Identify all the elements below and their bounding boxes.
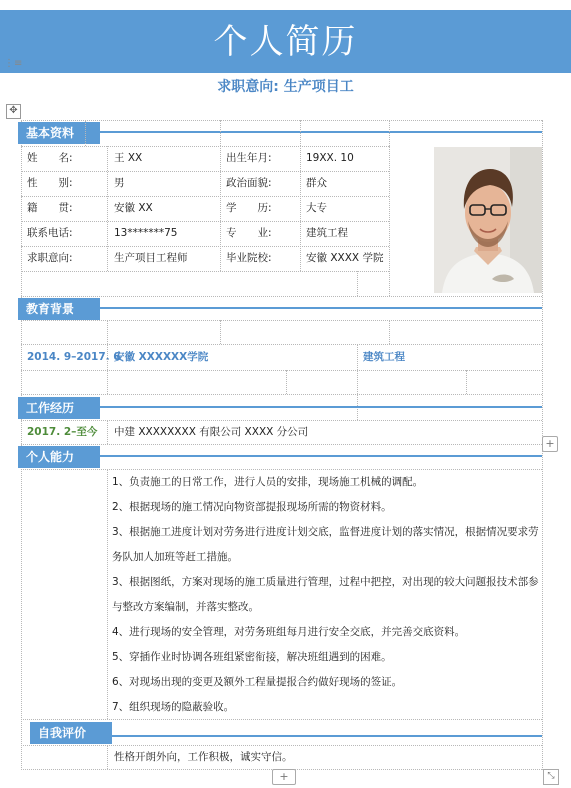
education-major: 建筑工程 — [363, 351, 405, 363]
work-company: 中建 XXXXXXXX 有限公司 XXXX 分公司 — [114, 426, 309, 438]
ability-item: 2、根据现场的施工情况向物资部提报现场所需的物资材料。 — [112, 501, 392, 513]
section-work: 工作经历 — [18, 397, 100, 419]
grid-line — [21, 171, 389, 172]
section-education-line — [96, 307, 542, 309]
grid-line — [85, 120, 86, 146]
label-major: 专 业: — [226, 227, 272, 239]
label-school: 毕业院校: — [226, 252, 272, 264]
grid-line — [107, 420, 108, 444]
education-period: 2014. 9–2017. 6 — [27, 351, 121, 363]
section-ability: 个人能力 — [18, 446, 100, 468]
grid-line — [389, 146, 390, 296]
grid-line — [300, 146, 301, 271]
work-period: 2017. 2–至今 — [27, 426, 98, 438]
profile-photo — [434, 147, 542, 293]
grid-line — [107, 370, 108, 394]
label-gender: 性 别: — [27, 177, 73, 189]
value-intent: 生产项目工程师 — [114, 252, 188, 264]
value-hometown: 安徽 XX — [114, 202, 153, 214]
ability-item: 6、对现场出现的变更及额外工程量提报合约做好现场的签证。 — [112, 676, 403, 688]
ability-item: 1、负责施工的日常工作，进行人员的安排，现场施工机械的调配。 — [112, 476, 424, 488]
grid-line — [389, 320, 390, 344]
grid-line — [107, 146, 108, 271]
ability-item: 3、根据施工进度计划对劳务进行进度计划交底，监督进度计划的落实情况，根据情况要求劳务队加人加班等赶工措施。 — [112, 526, 539, 563]
table-move-handle-icon[interactable]: ✥ — [6, 104, 21, 119]
ability-list — [112, 470, 542, 720]
grid-line — [107, 320, 108, 344]
grid-line — [21, 196, 389, 197]
ability-item: 5、穿插作业时协调各班组紧密衔接，解决班组遇到的困难。 — [112, 651, 392, 663]
section-education: 教育背景 — [18, 298, 100, 320]
label-phone: 联系电话: — [27, 227, 73, 239]
label-birth: 出生年月: — [226, 152, 272, 164]
value-name: 王 XX — [114, 152, 143, 164]
grid-line — [220, 146, 221, 271]
grid-line — [220, 320, 221, 344]
label-degree: 学 历: — [226, 202, 272, 214]
grid-line — [286, 370, 287, 394]
grid-line — [21, 444, 542, 445]
value-major: 建筑工程 — [306, 227, 348, 239]
section-work-line — [96, 406, 542, 408]
label-hometown: 籍 贯: — [27, 202, 73, 214]
ability-item: 3、根据图纸，方案对现场的施工质量进行管理，过程中把控，对出现的较大问题报技术部参与整改方案编制，并落实整改。 — [112, 576, 539, 613]
value-gender: 男 — [114, 177, 125, 189]
section-self-line — [106, 735, 542, 737]
job-objective: 求职意向: 生产项目工 — [217, 79, 354, 95]
grid-line — [300, 120, 301, 146]
self-evaluation-text: 性格开朗外向，工作积极，诚实守信。 — [114, 751, 293, 763]
value-school: 安徽 XXXX 学院 — [306, 252, 384, 264]
table-left-border — [21, 120, 22, 770]
grid-line — [21, 271, 389, 272]
value-birth: 19XX. 10 — [306, 152, 354, 164]
grid-line — [21, 394, 542, 395]
grid-line — [357, 344, 358, 420]
education-school: 安徽 XXXXXX学院 — [114, 351, 209, 363]
grid-line — [107, 344, 108, 370]
add-row-bottom-button[interactable]: + — [272, 769, 296, 785]
label-intent: 求职意向: — [27, 252, 73, 264]
value-political: 群众 — [306, 177, 327, 189]
section-basic-line — [96, 131, 542, 133]
section-ability-line — [96, 455, 542, 457]
ability-item: 7、组织现场的隐蔽验收。 — [112, 701, 235, 713]
grid-line — [389, 120, 390, 146]
table-top-border — [21, 120, 542, 121]
label-political: 政治面貌: — [226, 177, 272, 189]
section-basic-info: 基本资料 — [18, 122, 100, 144]
resize-handle-icon[interactable]: ⤡ — [543, 769, 559, 785]
resume-title: 个人简历 — [213, 22, 358, 62]
value-degree: 大专 — [306, 202, 327, 214]
section-self-evaluation: 自我评价 — [30, 722, 112, 744]
grid-line — [21, 296, 542, 297]
layout-options-icon[interactable]: ⋮≡ — [4, 58, 23, 69]
grid-line — [21, 370, 542, 371]
grid-line — [220, 120, 221, 146]
grid-line — [21, 320, 542, 321]
grid-line — [107, 745, 108, 769]
grid-line — [357, 271, 358, 296]
add-row-button[interactable]: + — [542, 436, 558, 452]
grid-line — [466, 370, 467, 394]
grid-line — [107, 469, 108, 719]
label-name: 姓 名: — [27, 152, 73, 164]
ability-item: 4、进行现场的安全管理，对劳务班组每月进行安全交底，并完善交底资料。 — [112, 626, 466, 638]
value-phone: 13*******75 — [114, 227, 178, 239]
grid-line — [21, 719, 542, 720]
